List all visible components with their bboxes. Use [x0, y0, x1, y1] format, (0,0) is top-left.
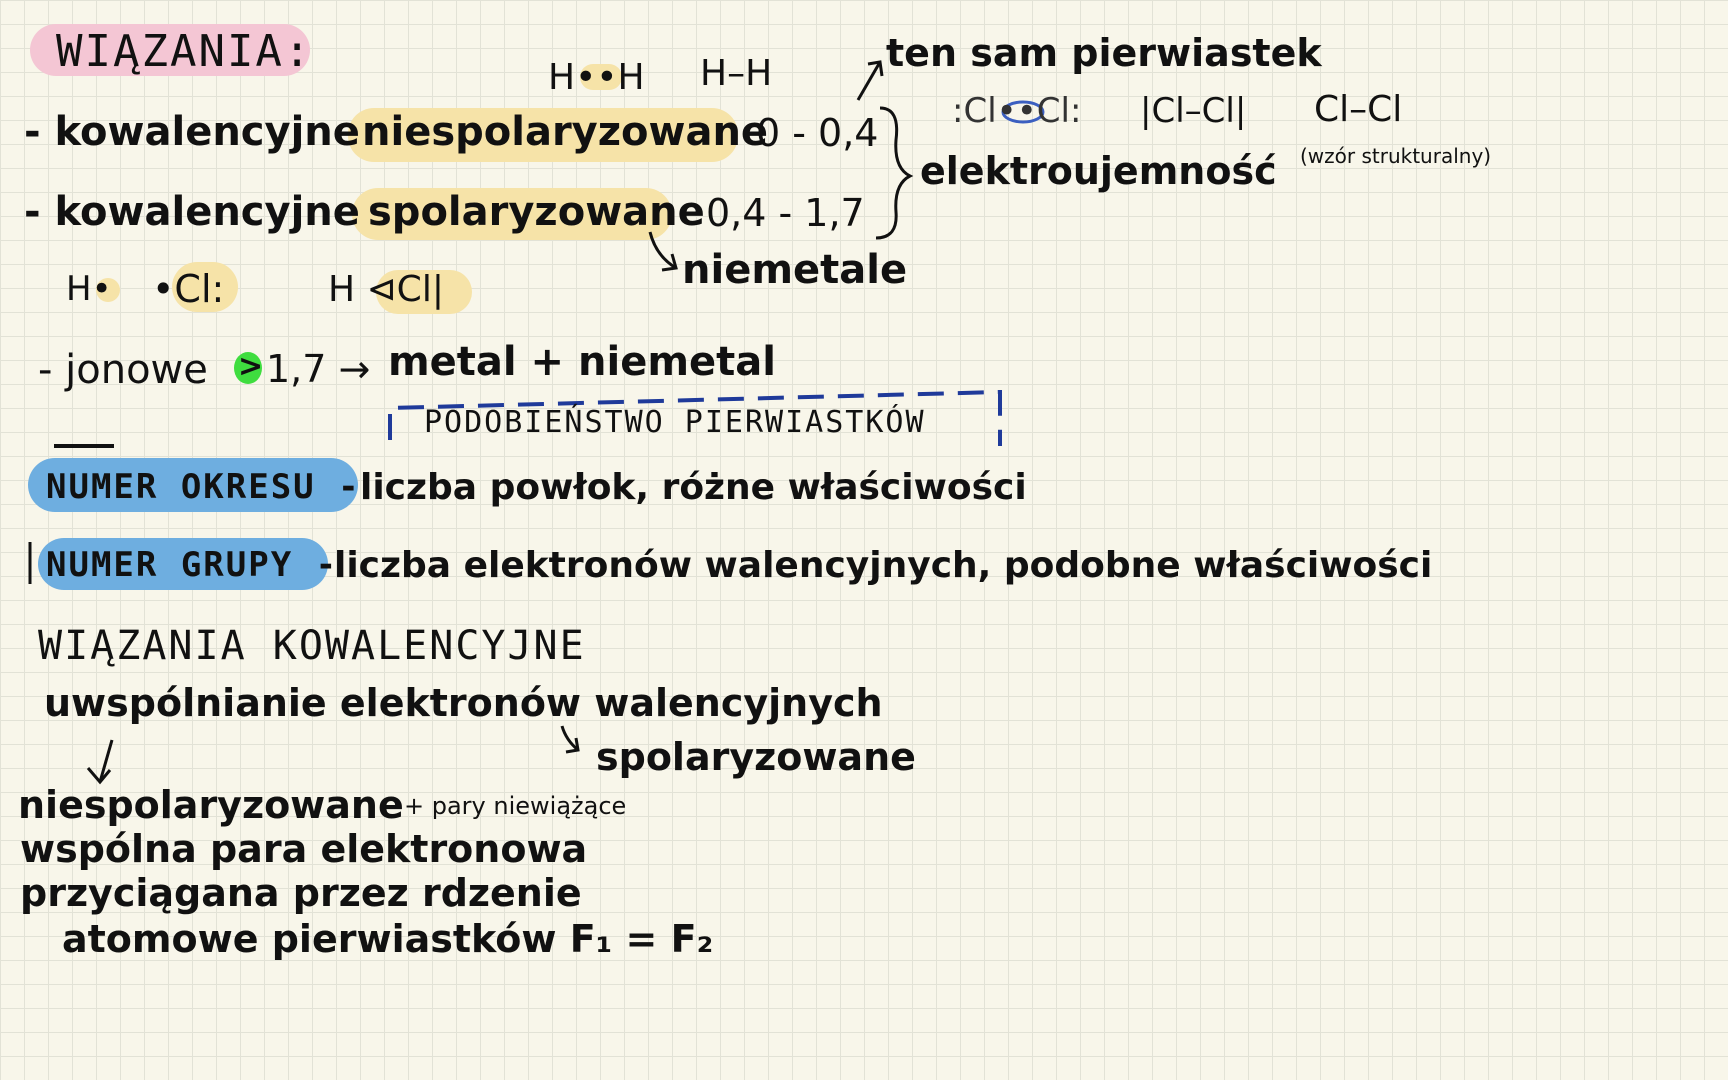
bond-range-polar: 0,4 - 1,7 [706, 191, 865, 235]
ionic-prefix: - jonowe [38, 347, 208, 393]
bond-range-nonpolar: 0 - 0,4 [756, 111, 879, 155]
bond-row-prefix-2: - kowalencyjne [24, 189, 360, 235]
nonmetals-note: niemetale [682, 247, 908, 293]
bond-type-nonpolar: niespolaryzowane [362, 109, 769, 155]
chlorine-dots: •Cl: [152, 267, 225, 311]
covalent-nonpolar: niespolaryzowane [18, 783, 404, 827]
covalent-line-3: atomowe pierwiastków F₁ = F₂ [62, 917, 714, 961]
structural-note: (wzór strukturalny) [1300, 144, 1492, 168]
group-text: liczba elektronów walencyjnych, podobne właściwości [334, 545, 1433, 586]
bond-type-polar: spolaryzowane [368, 189, 705, 235]
covalent-line-2: przyciągana przez rdzenie [20, 871, 582, 915]
covalent-polar: spolaryzowane [596, 735, 916, 779]
bond-row-prefix-1: - kowalencyjne [24, 109, 360, 155]
hydrogen-dash-formula: H–H [700, 53, 773, 94]
chlorine-structural-formula: Cl–Cl [1314, 89, 1403, 130]
nonbonding-pairs-note: + pary niewiążące [404, 792, 627, 820]
similarity-heading: PODOBIEŃSTWO PIERWIASTKÓW [424, 405, 926, 440]
same-element-note: ten sam pierwiastek [886, 31, 1322, 75]
ionic-value: 1,7 → [266, 347, 371, 391]
group-label: NUMER GRUPY - [46, 545, 339, 585]
chlorine-dot-formula: :Cl••Cl: [952, 91, 1082, 131]
covalent-line-1: wspólna para elektronowa [20, 827, 588, 871]
ionic-text: metal + niemetal [388, 339, 776, 385]
page-title: WIĄZANIA: [56, 26, 313, 77]
covalent-subheading: uwspólnianie elektronów walencyjnych [44, 681, 883, 725]
electronegativity-label: elektroujemność [920, 149, 1277, 193]
ionic-symbol: > [238, 349, 264, 384]
period-label: NUMER OKRESU - [46, 467, 361, 507]
hydrogen-chloride-polar: H ⊲Cl| [328, 269, 444, 310]
hydrogen-dot: H• [66, 269, 112, 309]
hydrogen-dot-formula: H••H [548, 57, 645, 98]
chlorine-lewis-formula: |Cl–Cl| [1140, 91, 1247, 131]
period-text: liczba powłok, różne właściwości [360, 467, 1027, 508]
covalent-heading: WIĄZANIA KOWALENCYJNE [38, 623, 586, 669]
